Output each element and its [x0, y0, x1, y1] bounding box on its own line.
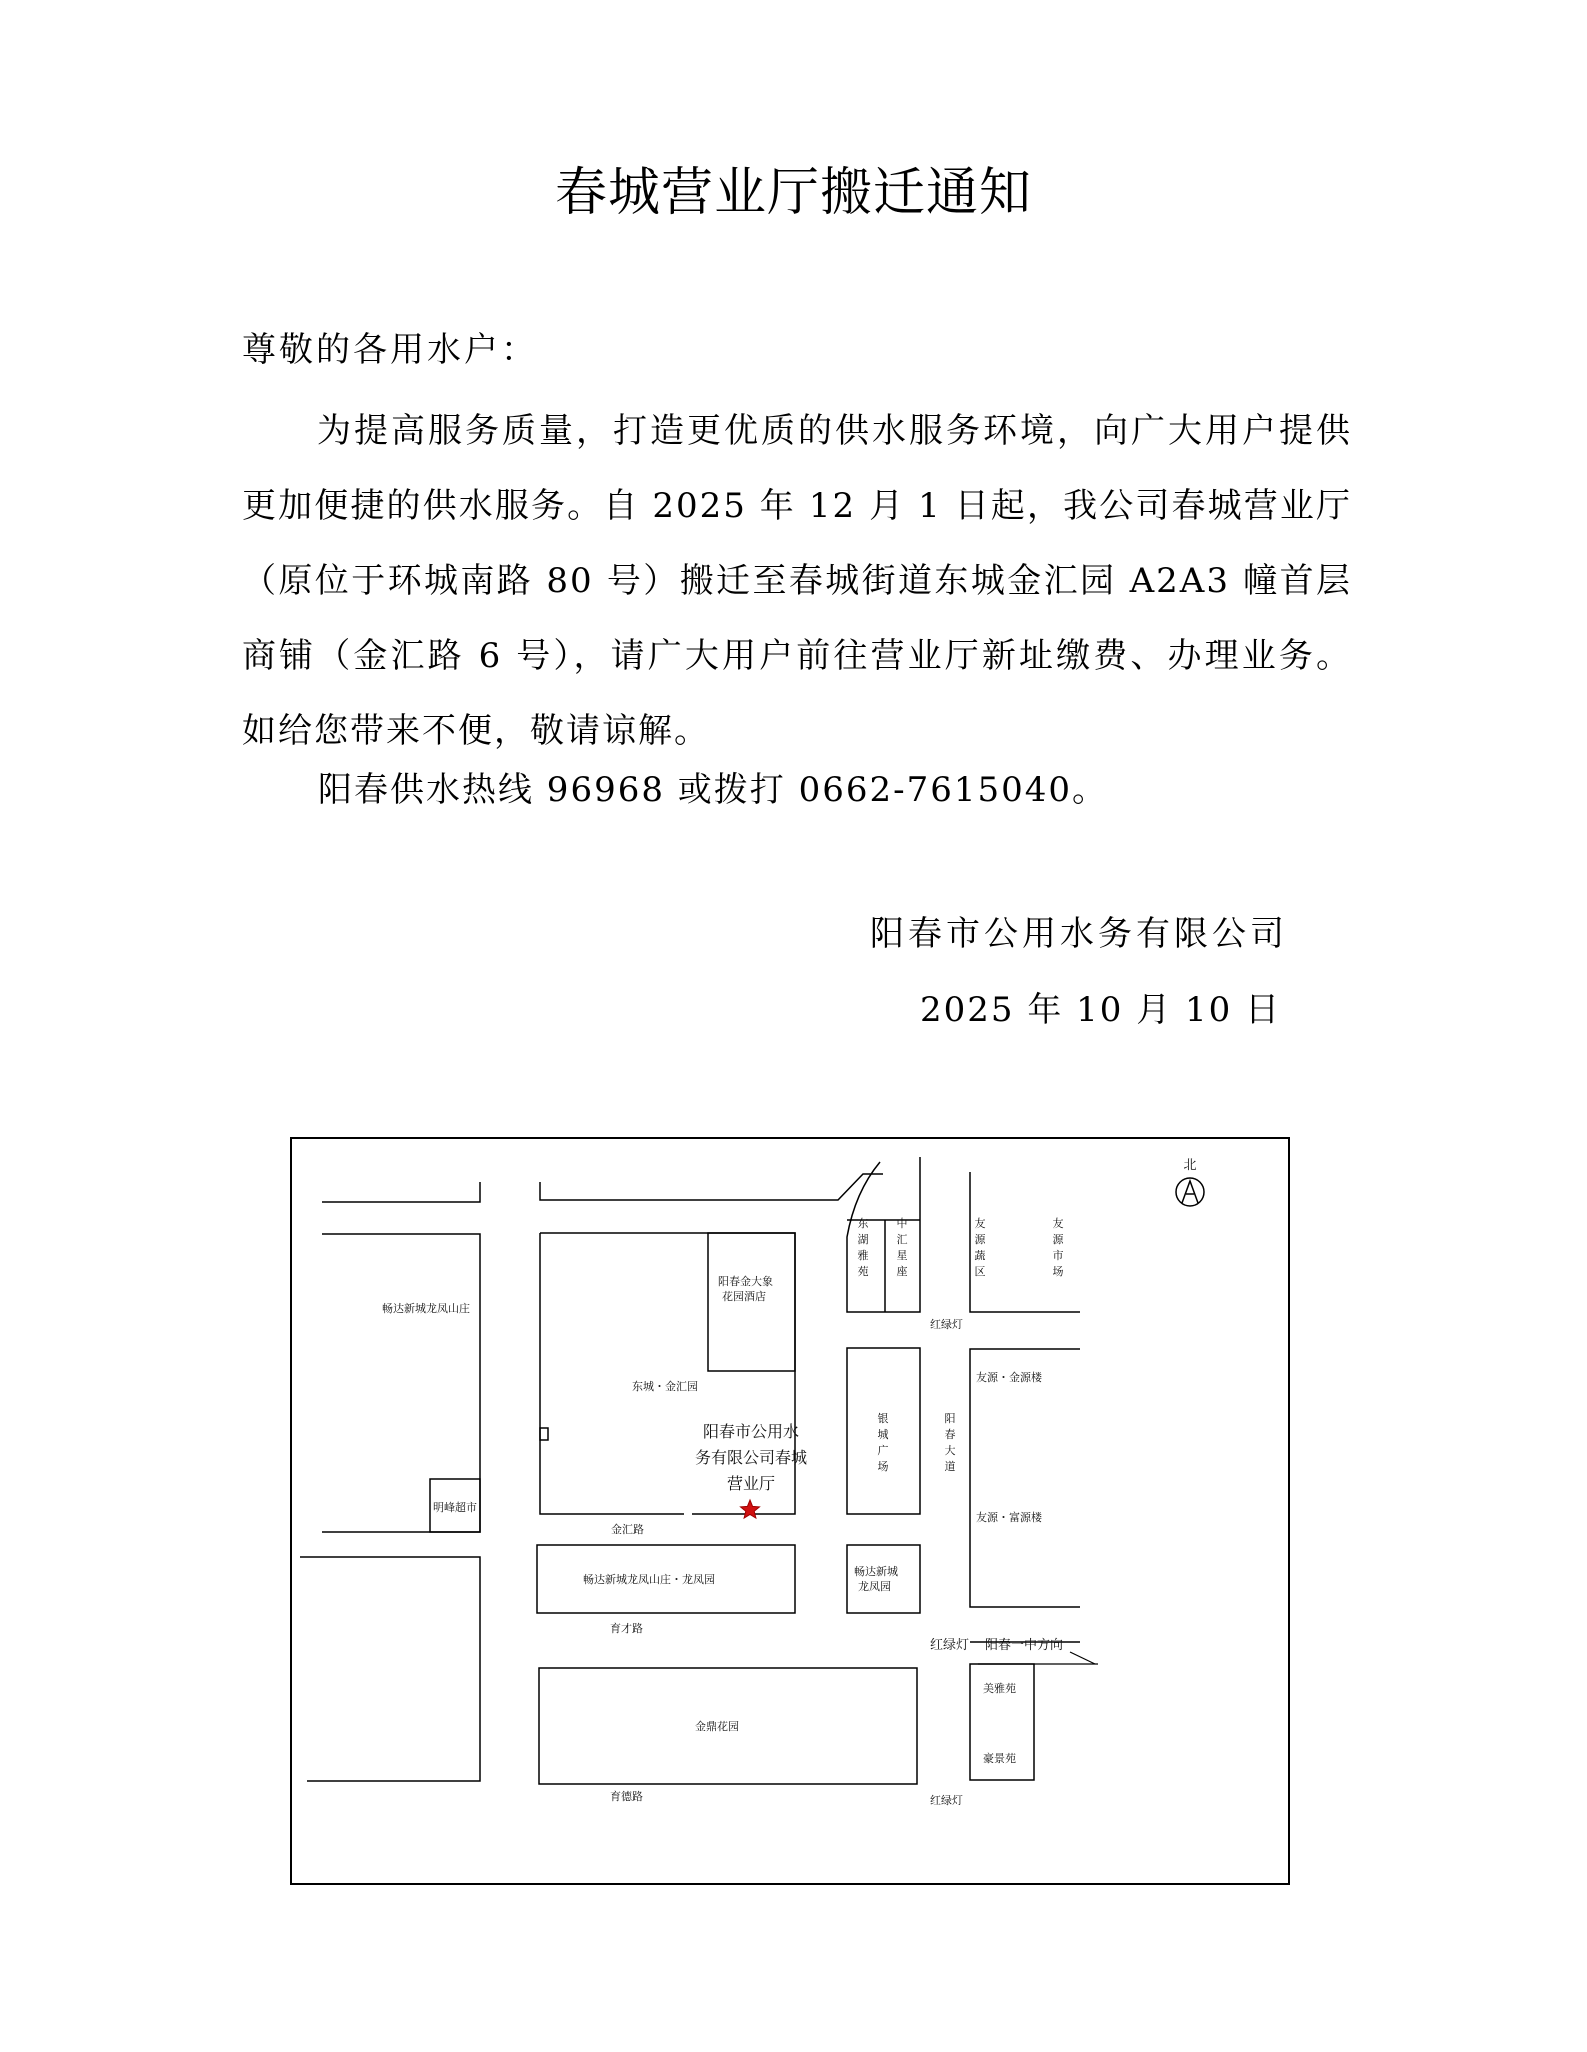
map-label-office-1: 阳春市公用水 — [702, 1422, 800, 1441]
map-label-traffic-light-1: 红绿灯 — [930, 1318, 963, 1331]
map-label-yangchun-avenue: 阳春大道 — [944, 1412, 956, 1473]
notice-date: 2025 年 10 月 10 日 — [920, 990, 1282, 1030]
map-label-yucai-road: 育才路 — [610, 1622, 643, 1635]
map-label-jindaxiang-1: 阳春金大象 — [718, 1275, 773, 1288]
company-signature: 阳春市公用水务有限公司 — [870, 914, 1288, 954]
map-label-traffic-light-2: 红绿灯 — [930, 1638, 970, 1653]
north-arrow-icon — [1176, 1178, 1204, 1206]
map-label-changda: 畅达新城龙凤山庄 — [382, 1302, 470, 1315]
map-label-office-2: 务有限公司春城 — [694, 1448, 808, 1467]
map-label-longfeng-garden: 畅达新城龙凤山庄・龙凤园 — [583, 1573, 715, 1586]
map-label-jinyuan: 友源・金源楼 — [976, 1371, 1042, 1384]
map-label-haojing: 豪景苑 — [983, 1752, 1016, 1765]
hotline-text: 阳春供水热线 96968 或拨打 0662-7615040。 — [318, 770, 1109, 810]
office-location-marker — [741, 1500, 760, 1518]
notice-body: 为提高服务质量，打造更优质的供水服务环境，向广大用户提供更加便捷的供水服务。自 2025 年 12 月 1 日起，我公司春城营业厅（原位于环城南路 80 号）搬迁至春城街道东城金汇园 A2A3 幢首层商铺（金汇路 6 号），请广大用户前往营业厅新址缴费、办理业务。如给您带来不便，敬请谅解。 — [242, 411, 1352, 751]
map-label-donghu: 东湖雅苑 — [857, 1217, 869, 1278]
map-label-mingfeng: 明峰超市 — [433, 1501, 477, 1514]
map-label-longfeng-yuan-2: 龙凤园 — [858, 1580, 891, 1593]
location-map — [290, 1137, 1290, 1885]
map-label-jindaxiang-2: 花园酒店 — [722, 1290, 766, 1303]
greeting: 尊敬的各用水户： — [242, 330, 538, 370]
notice-title: 春城营业厅搬迁通知 — [554, 163, 1032, 223]
map-label-office-3: 营业厅 — [726, 1474, 776, 1493]
map-label-direction: 阳春一中方向 — [985, 1638, 1064, 1653]
map-label-meiya: 美雅苑 — [983, 1682, 1016, 1695]
map-label-jinhui-road: 金汇路 — [611, 1523, 644, 1536]
map-label-traffic-light-3: 红绿灯 — [930, 1794, 963, 1807]
map-label-youyuan-district: 友源蔬区 — [974, 1217, 986, 1278]
map-label-zhonghui: 中汇星座 — [896, 1217, 908, 1278]
north-label: 北 — [1183, 1158, 1197, 1173]
map-label-yude-road: 育德路 — [610, 1790, 643, 1803]
map-roads — [300, 1157, 1080, 1784]
map-label-yincheng: 银城广场 — [877, 1412, 889, 1473]
map-label-fuyuan: 友源・富源楼 — [976, 1511, 1042, 1524]
map-label-youyuan-market: 友源市场 — [1052, 1217, 1064, 1278]
map-label-jinhuiyuan: 东城・金汇园 — [632, 1380, 698, 1393]
map-label-jinding: 金鼎花园 — [695, 1720, 739, 1733]
map-label-longfeng-yuan-1: 畅达新城 — [854, 1565, 898, 1578]
